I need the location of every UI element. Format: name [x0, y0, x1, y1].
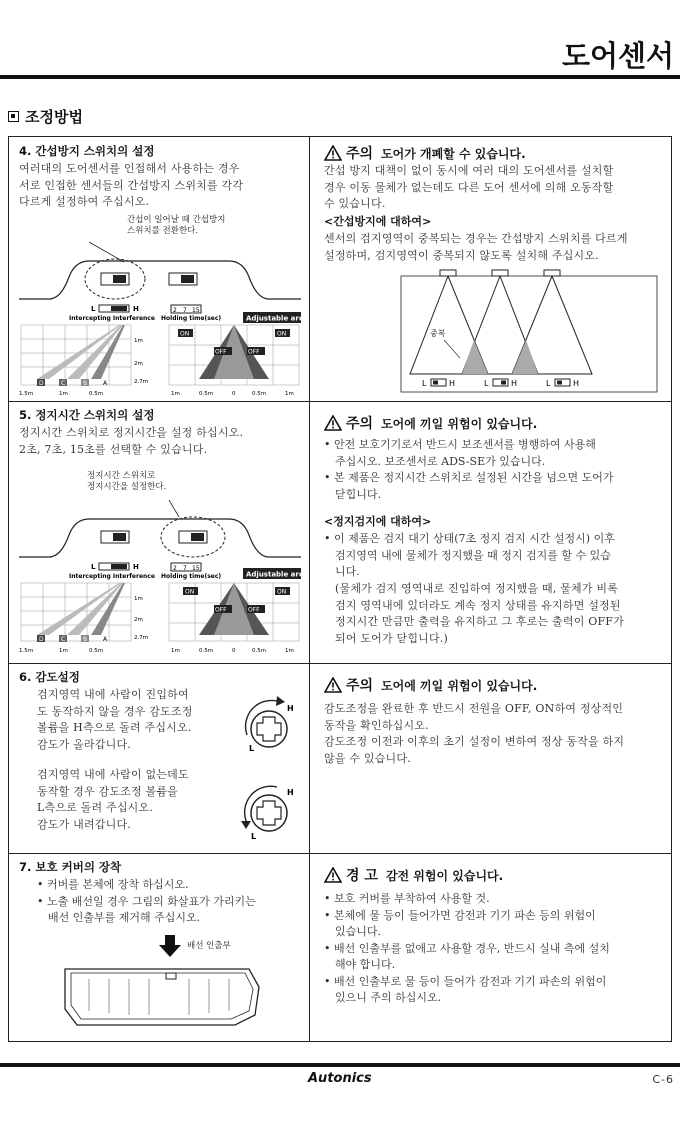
- svg-text:ON: ON: [180, 330, 190, 338]
- cover-bullets: • 커버를 본체에 장착 하십시오. • 노출 배선일 경우 그림의 화살표가 가리키는 배선 인출부를 제거해 주십시오.: [37, 878, 256, 924]
- page-title: 도어센서: [561, 39, 674, 73]
- svg-text:H: H: [511, 379, 518, 388]
- svg-text:ON: ON: [185, 588, 195, 596]
- svg-text:H: H: [287, 788, 294, 797]
- svg-text:OFF: OFF: [248, 348, 260, 356]
- caution-text: 간섭 방지 대책이 없이 동시에 여러 대의 도어센서를 설치할 경우 이동 물체가 없는데도 다른 도어 센서에 의해 오동작할 수 있습니다.: [324, 164, 614, 210]
- stop-detection-note: (물체가 검지 영역내로 진입하여 정지했을 때, 물체가 비록 검지 영역내에 있더라도 계속 정지 상태를 유지하면 설정된 정지시간 만큼만 출력을 유지하고 그 후로는 출력이 OFF가 되어 도어가 닫힙니다.): [335, 582, 624, 645]
- knob-down-icon: [235, 783, 301, 845]
- svg-text:OFF: OFF: [215, 348, 227, 356]
- sensitivity-up-text: 검지영역 내에 사람이 진입하여 도 동작하지 않을 경우 감도조정 볼륨을 H측으로 돌려 주십시오. 감도가 올라갑니다.: [37, 688, 193, 751]
- svg-text:1m: 1m: [134, 596, 143, 602]
- svg-text:ON: ON: [277, 330, 287, 338]
- switch-L-label: L: [91, 305, 96, 313]
- sensitivity-down-text: 검지영역 내에 사람이 없는데도 동작할 경우 감도조정 볼륨을 L측으로 돌려 주십시오. 감도가 내려갑니다.: [37, 768, 189, 831]
- interference-diagram: [9, 237, 309, 401]
- warning-triangle-icon: [324, 677, 342, 693]
- svg-text:2: 2: [173, 565, 177, 572]
- svg-text:H: H: [287, 704, 294, 713]
- svg-text:OFF: OFF: [215, 606, 227, 614]
- holding-diagram: [9, 495, 309, 659]
- svg-text:7: 7: [183, 307, 187, 314]
- switch-H-label: H: [133, 305, 139, 313]
- interference-subheading: <간섭방지에 대하여>: [324, 215, 432, 228]
- svg-text:ON: ON: [277, 588, 287, 596]
- cover-right: [310, 853, 671, 1041]
- holding-text: 정지시간 스위치로 정지시간을 설정 하십시오. 2초, 7초, 15초를 선택할 수 있습니다.: [19, 426, 244, 456]
- svg-text:L: L: [484, 379, 489, 388]
- svg-text:1m: 1m: [59, 648, 68, 654]
- adjustable-caption: Adjustable are: [246, 314, 304, 323]
- section-title-text: 조정방법: [25, 108, 83, 126]
- svg-text:Holding time(sec): Holding time(sec): [161, 573, 222, 580]
- svg-text:H: H: [449, 379, 456, 388]
- row-cover: [9, 853, 671, 1041]
- svg-text:1m: 1m: [134, 338, 143, 344]
- svg-text:L: L: [422, 379, 427, 388]
- sensitivity-heading: 6. 감도설정: [19, 670, 80, 684]
- holding-left: [9, 401, 310, 663]
- svg-text:A: A: [103, 380, 108, 387]
- sensitivity-caution-text: 감도조정을 완료한 후 반드시 전원을 OFF, ON하여 정상적인 동작을 확인하십시오. 감도조정 이전과 이후의 초기 설정이 변하여 정상 동작을 하지 않을 수 있습니다.: [324, 702, 625, 765]
- cover-callout: 배선 인출부: [187, 941, 231, 951]
- svg-text:0.5m: 0.5m: [252, 648, 267, 654]
- svg-text:B: B: [83, 636, 88, 643]
- svg-text:0: 0: [232, 648, 236, 654]
- svg-text:L: L: [251, 832, 257, 841]
- svg-text:1m: 1m: [171, 391, 180, 397]
- warning-triangle-icon: [324, 867, 342, 883]
- cover-left: [9, 853, 310, 1041]
- interference-subtext: 센서의 검지영역이 중복되는 경우는 간섭방지 스위치를 다르게 설정하며, 검지영역이 중복되지 않도록 설치해 주십시오.: [324, 232, 628, 262]
- svg-text:L: L: [249, 744, 255, 753]
- square-bullet-icon: [8, 111, 19, 122]
- svg-text:1m: 1m: [59, 391, 68, 397]
- svg-text:7: 7: [183, 565, 187, 572]
- svg-text:D: D: [39, 380, 44, 387]
- adjustment-table: [8, 136, 672, 1042]
- svg-text:Intercepting Interference: Intercepting Interference: [69, 573, 155, 580]
- svg-text:1m: 1m: [285, 648, 294, 654]
- svg-text:2.7m: 2.7m: [134, 635, 149, 641]
- warning-triangle-icon: [324, 145, 342, 161]
- caution-heading: 주의 도어에 끼일 위험이 있습니다.: [324, 675, 537, 695]
- svg-text:Adjustable are: Adjustable are: [246, 570, 304, 579]
- svg-text:1m: 1m: [285, 391, 294, 397]
- overlap-label: 중복: [430, 329, 446, 338]
- interference-heading: 4. 간섭방지 스위치의 설정: [19, 144, 155, 158]
- knob-up-icon: [235, 693, 301, 755]
- stop-detection-subheading: <정지검지에 대하여>: [324, 515, 432, 528]
- row-holding-time: [9, 401, 671, 664]
- row-sensitivity: [9, 663, 671, 854]
- svg-text:0: 0: [232, 391, 236, 397]
- svg-text:OFF: OFF: [248, 606, 260, 614]
- holding-right: [310, 401, 671, 663]
- svg-text:L: L: [91, 563, 96, 571]
- interference-right: [310, 137, 671, 401]
- svg-text:2: 2: [173, 307, 177, 314]
- svg-text:D: D: [39, 636, 44, 643]
- svg-text:H: H: [573, 379, 580, 388]
- holding-caption: Holding time(sec): [161, 315, 222, 322]
- caution-heading: 주의 도어가 개폐할 수 있습니다.: [324, 143, 526, 163]
- svg-text:A: A: [103, 636, 108, 643]
- brand-logo: Autonics: [308, 1071, 372, 1086]
- svg-text:0.5m: 0.5m: [252, 391, 267, 397]
- svg-text:2.7m: 2.7m: [134, 379, 149, 385]
- svg-text:1.5m: 1.5m: [19, 648, 34, 654]
- footer-rule: [0, 1063, 680, 1067]
- warning-triangle-icon: [324, 415, 342, 431]
- page-number: C-6: [652, 1073, 674, 1086]
- svg-text:B: B: [83, 380, 88, 387]
- svg-text:15: 15: [192, 565, 200, 572]
- svg-text:1.5m: 1.5m: [19, 391, 34, 397]
- svg-text:L: L: [546, 379, 551, 388]
- section-title: [8, 106, 83, 127]
- header-rule: [0, 75, 680, 79]
- overlap-diagram: [400, 268, 662, 395]
- svg-text:15: 15: [192, 307, 200, 314]
- svg-text:1m: 1m: [171, 648, 180, 654]
- svg-text:0.5m: 0.5m: [89, 391, 104, 397]
- warning-heading: 경 고 감전 위험이 있습니다.: [324, 865, 503, 885]
- svg-text:2m: 2m: [134, 361, 143, 367]
- holding-callout: 정지시간 스위치로 정지시간을 설정한다.: [87, 471, 167, 492]
- interference-caption: Intercepting Interference: [69, 315, 155, 322]
- holding-heading: 5. 정지시간 스위치의 설정: [19, 408, 155, 422]
- interference-callout: 간섭이 일어날 때 간섭방지 스위치를 전환한다.: [127, 215, 226, 236]
- interference-text: 여러대의 도어센서를 인접해서 사용하는 경우 서로 인접한 센서들의 간섭방지 스위치를 각각 다르게 설정하여 주십시오.: [19, 162, 244, 208]
- warning-bullets: • 보호 커버를 부착하여 사용할 것. • 본체에 물 등이 들어가면 감전과 기기 파손 등의 위험이 있습니다. • 배선 인출부를 없애고 사용할 경우, 반드시 실내 측에 설치 해야 합니다. • 배선 인출부로 물 등이 들어가 감전과 기기 파손의 위험이 있으니 주의 하십시오.: [324, 892, 610, 1004]
- svg-text:0.5m: 0.5m: [199, 391, 214, 397]
- svg-text:C: C: [61, 380, 66, 387]
- svg-text:H: H: [133, 563, 139, 571]
- svg-text:2m: 2m: [134, 617, 143, 623]
- svg-text:C: C: [61, 636, 66, 643]
- caution-heading: 주의 도어에 끼일 위험이 있습니다.: [324, 413, 537, 433]
- cover-illustration: [59, 935, 269, 1031]
- interference-left: [9, 137, 310, 401]
- cover-heading: 7. 보호 커버의 장착: [19, 860, 122, 874]
- row-interference: [9, 137, 671, 402]
- sensitivity-right: [310, 663, 671, 853]
- caution-bullets: • 안전 보호기기로서 반드시 보조센서를 병행하여 사용해 주십시오. 보조센서로 ADS-SE가 있습니다. • 본 제품은 정지시간 스위치로 설정된 시간을 넘으면 도어가 닫힙니다.: [324, 438, 614, 501]
- svg-text:0.5m: 0.5m: [199, 648, 214, 654]
- sensitivity-left: [9, 663, 310, 853]
- stop-detection-bullets: • 이 제품은 검지 대기 상태(7초 정지 검지 시간 설정시) 이후 검지영역 내에 물체가 정지했을 때 정지 검지를 할 수 있습 니다.: [324, 532, 615, 578]
- svg-text:0.5m: 0.5m: [89, 648, 104, 654]
